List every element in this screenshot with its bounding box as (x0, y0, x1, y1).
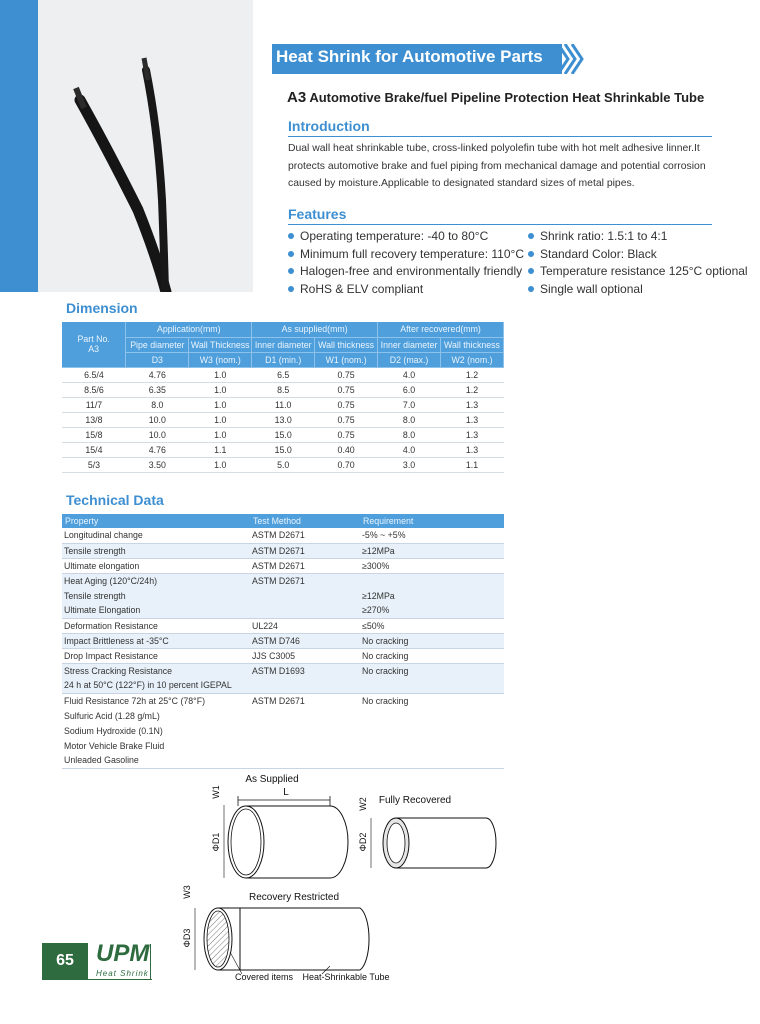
heat-shrink-tube-shape (240, 908, 369, 970)
table-cell: 10.0 (126, 412, 189, 427)
page-number: 65 (42, 943, 88, 979)
table-row (62, 427, 504, 442)
test-method-cell (250, 723, 360, 738)
requirement-cell: -5% ~ +5% (360, 528, 504, 543)
table-cell: 4.0 (378, 367, 441, 382)
table-row (62, 382, 504, 397)
test-method-cell: ASTM D2671 (252, 695, 305, 706)
features-left-column (288, 228, 524, 298)
feature-item: Halogen-free and environmentally friendly (288, 263, 524, 281)
table-cell: 5.0 (252, 457, 315, 472)
table-cell: 6.5 (252, 367, 315, 382)
requirement-cell (360, 708, 504, 723)
stripes-icon (556, 44, 590, 74)
d1-label: ΦD1 (211, 832, 221, 852)
table-cell: 1.0 (189, 397, 252, 412)
part-number-cell: 8.5/6 (62, 382, 126, 397)
table-row (62, 633, 504, 648)
column-unit: W2 (nom.) (441, 352, 504, 367)
features-heading: Features (288, 206, 347, 222)
property-cell: Stress Cracking Resistance (62, 663, 250, 678)
as-supplied-tube (228, 806, 264, 878)
bullet-icon (528, 251, 534, 257)
table-cell: 0.75 (315, 412, 378, 427)
property-cell: Fluid Resistance 72h at 25°C (78°F) (64, 695, 206, 706)
page-title: Heat Shrink for Automotive Parts (276, 47, 543, 66)
table-cell: 6.0 (378, 382, 441, 397)
column-unit: D1 (min.) (252, 352, 315, 367)
table-cell: 4.0 (378, 442, 441, 457)
table-cell: 3.0 (378, 457, 441, 472)
feature-item: Shrink ratio: 1.5:1 to 4:1 (528, 228, 748, 246)
table-cell: 1.0 (189, 367, 252, 382)
property-cell: Impact Brittleness at -35°C (62, 633, 250, 648)
table-cell: 0.40 (315, 442, 378, 457)
test-method-cell (250, 738, 360, 753)
w3-label: W3 (182, 885, 192, 899)
table-cell: 0.75 (315, 382, 378, 397)
dimension-table (62, 322, 504, 473)
table-cell: 0.75 (315, 427, 378, 442)
w1-label: W1 (211, 785, 221, 799)
property-cell: Drop Impact Resistance (62, 648, 250, 663)
table-row (62, 457, 504, 472)
column-header: Wall thickness (315, 337, 378, 352)
table-row (62, 397, 504, 412)
table-cell: 0.75 (315, 397, 378, 412)
column-unit: W3 (nom.) (189, 352, 252, 367)
table-row (62, 573, 504, 588)
group-header: Application(mm) (126, 322, 252, 337)
tube-diagram (180, 770, 510, 985)
table-cell: 1.0 (189, 412, 252, 427)
technical-heading: Technical Data (66, 492, 164, 508)
feature-item: Standard Color: Black (528, 246, 748, 264)
table-row (62, 558, 504, 573)
dimension-heading: Dimension (66, 300, 138, 316)
property-cell: Heat Aging (120°C/24h) (62, 573, 250, 588)
table-cell: 1.3 (441, 442, 504, 457)
feature-item: Minimum full recovery temperature: 110°C (288, 246, 524, 264)
table-cell: 1.1 (441, 457, 504, 472)
table-row (62, 693, 504, 708)
table-row (62, 663, 504, 678)
requirement-cell (360, 753, 504, 768)
part-number-cell: 13/8 (62, 412, 126, 427)
table-row (62, 708, 504, 723)
table-cell: 1.0 (189, 427, 252, 442)
requirement-cell: ≥12MPa (360, 588, 504, 603)
table-row (62, 412, 504, 427)
property-cell: Tensile strength (62, 543, 250, 558)
property-cell: Ultimate elongation (62, 558, 250, 573)
table-cell: 15.0 (252, 442, 315, 457)
column-header: Requirement (360, 514, 504, 528)
requirement-cell: ≥12MPa (360, 543, 504, 558)
feature-item: Operating temperature: -40 to 80°C (288, 228, 524, 246)
group-header: As supplied(mm) (252, 322, 378, 337)
property-cell: Ultimate Elongation (62, 603, 250, 618)
feature-item: Single wall optional (528, 281, 748, 299)
table-cell: 10.0 (126, 427, 189, 442)
bullet-icon (288, 251, 294, 257)
table-cell: 1.3 (441, 412, 504, 427)
test-method-cell (250, 753, 360, 768)
table-cell: 8.5 (252, 382, 315, 397)
table-cell: 6.35 (126, 382, 189, 397)
title-underline (272, 73, 562, 74)
table-cell: 1.2 (441, 382, 504, 397)
table-row (62, 738, 504, 753)
table-row (62, 678, 504, 693)
recovery-restricted-label: Recovery Restricted (248, 892, 340, 903)
table-cell: 4.76 (126, 442, 189, 457)
table-cell: 8.0 (378, 427, 441, 442)
footer-rule (42, 979, 152, 980)
features-rule (288, 224, 712, 225)
requirement-cell: No cracking (360, 633, 504, 648)
requirement-cell: ≤50% (360, 618, 504, 633)
brand-tagline: Heat Shrink (96, 969, 149, 978)
requirement-cell (360, 573, 504, 588)
table-cell: 13.0 (252, 412, 315, 427)
requirement-cell (360, 738, 504, 753)
table-cell: 1.0 (189, 382, 252, 397)
covered-items-label: Covered items (234, 972, 294, 982)
d3-label: ΦD3 (182, 928, 192, 948)
requirement-cell (360, 678, 504, 693)
product-name: Automotive Brake/fuel Pipeline Protection Heat Shrinkable Tube (309, 90, 705, 105)
d2-label: ΦD2 (358, 832, 368, 852)
w2-label: W2 (358, 797, 368, 811)
test-method-cell: JJS C3005 (250, 648, 360, 663)
introduction-text: Dual wall heat shrinkable tube, cross-linked polyolefin tube with hot melt adhesive linner.It protects automotive brake and fuel piping from mechanical damage and potential corrosion caused by moisture.Applicable to designated standard sizes of metal pipes. (288, 143, 706, 189)
column-unit: D2 (max.) (378, 352, 441, 367)
table-row (62, 648, 504, 663)
table-cell: 1.3 (441, 397, 504, 412)
table-row (62, 367, 504, 382)
page-title-bar (272, 44, 590, 74)
property-cell: Tensile strength (62, 588, 250, 603)
table-row (62, 442, 504, 457)
table-cell: 0.75 (315, 367, 378, 382)
table-cell: 1.3 (441, 427, 504, 442)
test-method-cell: ASTM D2671 (250, 543, 360, 558)
feature-item: RoHS & ELV compliant (288, 281, 524, 299)
requirement-cell: No cracking (360, 663, 504, 678)
table-row (62, 723, 504, 738)
bullet-icon (528, 233, 534, 239)
part-number-cell: 11/7 (62, 397, 126, 412)
column-unit: D3 (126, 352, 189, 367)
property-cell: Sodium Hydroxide (0.1N) (64, 725, 163, 736)
table-cell: 11.0 (252, 397, 315, 412)
fully-recovered-label: Fully Recovered (378, 795, 452, 806)
requirement-cell: No cracking (362, 695, 409, 706)
introduction-heading: Introduction (288, 118, 370, 134)
column-header: Inner diameter (252, 337, 315, 352)
product-heading (287, 89, 704, 106)
property-cell: Motor Vehicle Brake Fluid (64, 740, 165, 751)
table-cell: 15.0 (252, 427, 315, 442)
requirement-cell: ≥270% (360, 603, 504, 618)
footer-divider (150, 944, 151, 980)
part-number-cell: 15/8 (62, 427, 126, 442)
table-cell: 3.50 (126, 457, 189, 472)
technical-table (62, 514, 504, 769)
brand-logo: UPM (96, 940, 150, 967)
features-right-column (528, 228, 748, 298)
test-method-cell: ASTM D1693 (250, 663, 360, 678)
test-method-cell (250, 603, 360, 618)
part-number-cell: 15/4 (62, 442, 126, 457)
requirement-cell: No cracking (360, 648, 504, 663)
table-cell: 1.2 (441, 367, 504, 382)
property-cell: Longitudinal change (62, 528, 250, 543)
group-header: After recovered(mm) (378, 322, 504, 337)
test-method-cell: ASTM D2671 (250, 573, 360, 588)
bullet-icon (288, 233, 294, 239)
column-unit: W1 (nom.) (315, 352, 378, 367)
table-cell: 1.1 (189, 442, 252, 457)
table-row (62, 528, 504, 543)
covered-item-section (207, 911, 229, 967)
tube-label: Heat-Shrinkable Tube (302, 972, 390, 982)
part-number-cell: 5/3 (62, 457, 126, 472)
table-cell: 8.0 (126, 397, 189, 412)
bullet-icon (528, 268, 534, 274)
requirement-cell: ≥300% (360, 558, 504, 573)
test-method-cell (250, 678, 360, 693)
product-photo (38, 0, 253, 292)
table-row (62, 543, 504, 558)
table-cell: 8.0 (378, 412, 441, 427)
bullet-icon (288, 268, 294, 274)
property-cell: Sulfuric Acid (1.28 g/mL) (64, 710, 160, 721)
table-cell: 1.0 (189, 457, 252, 472)
part-no-header: Part No. A3 (62, 322, 126, 367)
property-cell: Deformation Resistance (62, 618, 250, 633)
bullet-icon (288, 286, 294, 292)
table-row (62, 618, 504, 633)
table-row (62, 753, 504, 768)
table-cell: 0.70 (315, 457, 378, 472)
test-method-cell (250, 708, 360, 723)
column-header: Wall thickness (441, 337, 504, 352)
column-header: Wall Thickness (189, 337, 252, 352)
table-row (62, 588, 504, 603)
part-number-cell: 6.5/4 (62, 367, 126, 382)
product-code: A3 (287, 89, 307, 106)
length-label: L (283, 787, 289, 798)
test-method-cell: ASTM D2671 (250, 528, 360, 543)
property-cell: 24 h at 50°C (122°F) in 10 percent IGEPAL (62, 678, 250, 693)
test-method-cell (250, 588, 360, 603)
test-method-cell: ASTM D746 (250, 633, 360, 648)
table-row (62, 603, 504, 618)
bullet-icon (528, 286, 534, 292)
table-cell: 7.0 (378, 397, 441, 412)
requirement-cell (360, 723, 504, 738)
left-color-band (0, 0, 38, 292)
column-header: Pipe diameter (126, 337, 189, 352)
feature-item: Temperature resistance 125°C optional (528, 263, 748, 281)
column-header: Property (62, 514, 250, 528)
introduction-rule (288, 136, 712, 137)
as-supplied-label: As Supplied (245, 774, 299, 785)
column-header: Inner diameter (378, 337, 441, 352)
test-method-cell: ASTM D2671 (250, 558, 360, 573)
column-header: Test Method (250, 514, 360, 528)
test-method-cell: UL224 (250, 618, 360, 633)
property-cell: Unleaded Gasoline (62, 753, 250, 768)
table-cell: 4.76 (126, 367, 189, 382)
